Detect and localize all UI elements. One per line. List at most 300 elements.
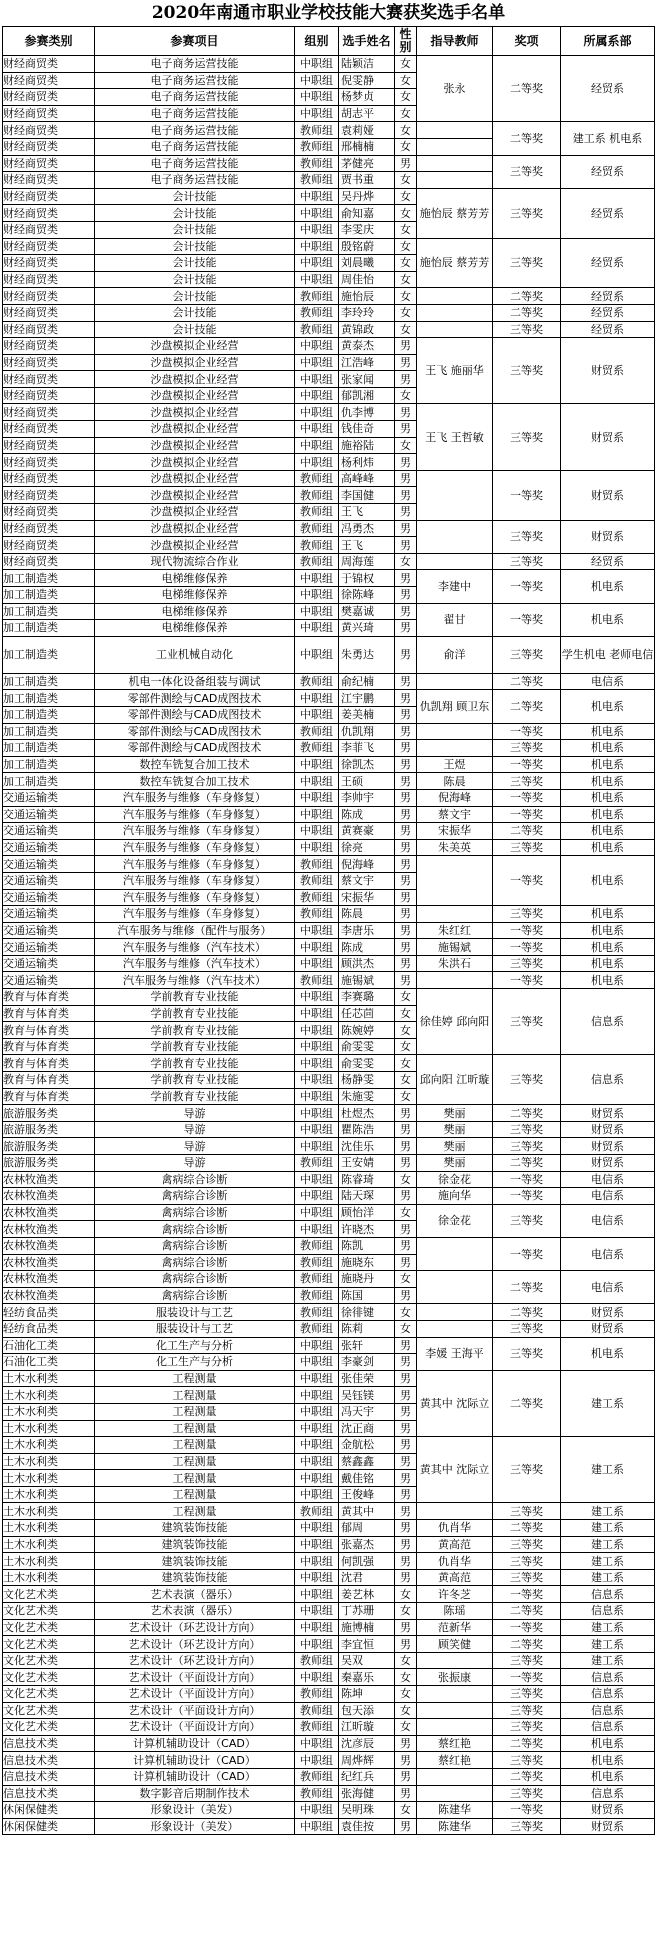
group-cell: 中职组: [295, 1072, 339, 1089]
project-cell: 禽病综合诊断: [95, 1188, 295, 1205]
project-cell: 工程测量: [95, 1503, 295, 1520]
group-cell: 教师组: [295, 520, 339, 537]
group-cell: 教师组: [295, 906, 339, 923]
department-cell: 经贸系: [561, 321, 655, 338]
project-cell: 会计技能: [95, 271, 295, 288]
group-cell: 教师组: [295, 1254, 339, 1271]
group-cell: 教师组: [295, 723, 339, 740]
category-cell: 财经商贸类: [3, 138, 95, 155]
category-cell: 教育与体育类: [3, 1072, 95, 1089]
project-cell: 汽车服务与维修（车身修复）: [95, 872, 295, 889]
table-row: [3, 1437, 655, 1454]
group-cell: 中职组: [295, 690, 339, 707]
category-cell: 信息技术类: [3, 1752, 95, 1769]
name-cell: 李帅宇: [339, 789, 395, 806]
department-cell: 经贸系: [561, 288, 655, 305]
gender-cell: 男: [395, 1520, 417, 1537]
teacher-cell: 许冬芝: [417, 1586, 493, 1603]
name-cell: 王飞: [339, 504, 395, 521]
group-cell: 教师组: [295, 1702, 339, 1719]
teacher-cell: 朱美英: [417, 839, 493, 856]
gender-cell: 女: [395, 1171, 417, 1188]
category-cell: 石油化工类: [3, 1337, 95, 1354]
award-cell: 二等奖: [493, 823, 561, 840]
project-cell: 沙盘模拟企业经营: [95, 504, 295, 521]
group-cell: 中职组: [295, 387, 339, 404]
teacher-cell: [417, 1719, 493, 1736]
department-cell: 机电系: [561, 603, 655, 636]
table-row: [3, 723, 655, 740]
group-cell: 中职组: [295, 1055, 339, 1072]
project-cell: 电子商务运营技能: [95, 105, 295, 122]
award-cell: 三等奖: [493, 989, 561, 1055]
table-row: [3, 304, 655, 321]
name-cell: 周海莲: [339, 553, 395, 570]
gender-cell: 男: [395, 155, 417, 172]
group-cell: 教师组: [295, 1237, 339, 1254]
gender-cell: 女: [395, 138, 417, 155]
project-cell: 工程测量: [95, 1470, 295, 1487]
group-cell: 教师组: [295, 1155, 339, 1172]
category-cell: 土木水利类: [3, 1387, 95, 1404]
group-cell: 中职组: [295, 706, 339, 723]
table-row: [3, 470, 655, 487]
project-cell: 学前教育专业技能: [95, 1038, 295, 1055]
department-cell: 建工系: [561, 1619, 655, 1636]
project-cell: 工程测量: [95, 1486, 295, 1503]
group-cell: 教师组: [295, 740, 339, 757]
table-row: [3, 570, 655, 587]
department-cell: 财贸系: [561, 404, 655, 470]
name-cell: 刘晨曦: [339, 255, 395, 272]
teacher-cell: [417, 122, 493, 139]
table-row: [3, 690, 655, 707]
group-cell: 教师组: [295, 1719, 339, 1736]
gender-cell: 男: [395, 1486, 417, 1503]
teacher-cell: 陈建华: [417, 1818, 493, 1835]
award-cell: 二等奖: [493, 1636, 561, 1653]
teacher-cell: 施怡辰 蔡芳芳: [417, 188, 493, 238]
table-row: [3, 1785, 655, 1802]
gender-cell: 男: [395, 404, 417, 421]
project-cell: 艺术表演（器乐）: [95, 1586, 295, 1603]
gender-cell: 男: [395, 371, 417, 388]
teacher-cell: 张永: [417, 56, 493, 122]
name-cell: 宋振华: [339, 889, 395, 906]
project-cell: 电子商务运营技能: [95, 72, 295, 89]
project-cell: 电梯维修保养: [95, 620, 295, 637]
name-cell: 陆颖洁: [339, 56, 395, 73]
category-cell: 加工制造类: [3, 620, 95, 637]
gender-cell: 男: [395, 1138, 417, 1155]
name-cell: 袁莉娅: [339, 122, 395, 139]
group-cell: 中职组: [295, 636, 339, 673]
name-cell: 张家闻: [339, 371, 395, 388]
category-cell: 财经商贸类: [3, 321, 95, 338]
name-cell: 李雯庆: [339, 221, 395, 238]
teacher-cell: 黄高范: [417, 1536, 493, 1553]
name-cell: 李菲飞: [339, 740, 395, 757]
project-cell: 导游: [95, 1155, 295, 1172]
award-cell: 三等奖: [493, 1752, 561, 1769]
gender-cell: 男: [395, 889, 417, 906]
group-cell: 教师组: [295, 138, 339, 155]
category-cell: 土木水利类: [3, 1536, 95, 1553]
project-cell: 零部件测绘与CAD成图技术: [95, 740, 295, 757]
name-cell: 顾怡洋: [339, 1204, 395, 1221]
project-cell: 形象设计（美发）: [95, 1802, 295, 1819]
group-cell: 中职组: [295, 255, 339, 272]
award-cell: 三等奖: [493, 1055, 561, 1105]
table-row: [3, 856, 655, 873]
department-cell: 机电系: [561, 856, 655, 906]
project-cell: 禽病综合诊断: [95, 1171, 295, 1188]
group-cell: 教师组: [295, 1686, 339, 1703]
name-cell: 俞知嘉: [339, 205, 395, 222]
group-cell: 中职组: [295, 570, 339, 587]
name-cell: 陈国: [339, 1287, 395, 1304]
table-row: [3, 1603, 655, 1620]
gender-cell: 男: [395, 636, 417, 673]
project-cell: 会计技能: [95, 255, 295, 272]
name-cell: 吴丹烨: [339, 188, 395, 205]
category-cell: 财经商贸类: [3, 338, 95, 355]
group-cell: 教师组: [295, 889, 339, 906]
name-cell: 蔡文宇: [339, 872, 395, 889]
project-cell: 工程测量: [95, 1387, 295, 1404]
teacher-cell: 樊丽: [417, 1105, 493, 1122]
gender-cell: 男: [395, 470, 417, 487]
name-cell: 戴佳铭: [339, 1470, 395, 1487]
category-cell: 教育与体育类: [3, 1088, 95, 1105]
award-cell: 二等奖: [493, 304, 561, 321]
category-cell: 财经商贸类: [3, 271, 95, 288]
gender-cell: 女: [395, 122, 417, 139]
project-cell: 禽病综合诊断: [95, 1271, 295, 1288]
gender-cell: 男: [395, 1536, 417, 1553]
project-cell: 艺术设计（平面设计方向）: [95, 1719, 295, 1736]
table-row: [3, 1536, 655, 1553]
name-cell: 金航松: [339, 1437, 395, 1454]
group-cell: 教师组: [295, 856, 339, 873]
table-row: [3, 1652, 655, 1669]
teacher-cell: 李媛 王海平: [417, 1337, 493, 1370]
gender-cell: 男: [395, 620, 417, 637]
award-cell: 二等奖: [493, 1768, 561, 1785]
department-cell: 机电系: [561, 690, 655, 723]
gender-cell: 男: [395, 603, 417, 620]
department-cell: 机电系: [561, 823, 655, 840]
table-row: [3, 1686, 655, 1703]
project-cell: 数字影音后期制作技术: [95, 1785, 295, 1802]
department-cell: 信息系: [561, 1586, 655, 1603]
name-cell: 施博楠: [339, 1619, 395, 1636]
project-cell: 电子商务运营技能: [95, 122, 295, 139]
teacher-cell: [417, 1702, 493, 1719]
project-cell: 导游: [95, 1105, 295, 1122]
teacher-cell: 翟甘: [417, 603, 493, 636]
header-col-category: 参赛类别: [3, 27, 95, 56]
category-cell: 教育与体育类: [3, 1038, 95, 1055]
project-cell: 汽车服务与维修（车身修复）: [95, 839, 295, 856]
award-cell: 三等奖: [493, 636, 561, 673]
award-cell: 一等奖: [493, 1237, 561, 1270]
gender-cell: 男: [395, 872, 417, 889]
table-row: [3, 520, 655, 537]
project-cell: 计算机辅助设计（CAD）: [95, 1752, 295, 1769]
teacher-cell: 徐金花: [417, 1204, 493, 1237]
department-cell: 财贸系: [561, 1155, 655, 1172]
category-cell: 交通运输类: [3, 906, 95, 923]
gender-cell: 女: [395, 1652, 417, 1669]
category-cell: 交通运输类: [3, 823, 95, 840]
gender-cell: 男: [395, 1121, 417, 1138]
table-row: [3, 773, 655, 790]
department-cell: 建工系: [561, 1370, 655, 1436]
name-cell: 王俊峰: [339, 1486, 395, 1503]
gender-cell: 男: [395, 1735, 417, 1752]
group-cell: 中职组: [295, 221, 339, 238]
name-cell: 施裕陆: [339, 437, 395, 454]
award-cell: 一等奖: [493, 756, 561, 773]
category-cell: 加工制造类: [3, 636, 95, 673]
category-cell: 财经商贸类: [3, 404, 95, 421]
table-row: [3, 972, 655, 989]
name-cell: 任芯茴: [339, 1005, 395, 1022]
gender-cell: 男: [395, 740, 417, 757]
gender-cell: 男: [395, 1188, 417, 1205]
award-cell: 三等奖: [493, 1503, 561, 1520]
name-cell: 王安婧: [339, 1155, 395, 1172]
category-cell: 交通运输类: [3, 955, 95, 972]
department-cell: 财贸系: [561, 1802, 655, 1819]
category-cell: 交通运输类: [3, 789, 95, 806]
gender-cell: 男: [395, 773, 417, 790]
gender-cell: 男: [395, 673, 417, 690]
name-cell: 于锦权: [339, 570, 395, 587]
teacher-cell: 陈建华: [417, 1802, 493, 1819]
department-cell: 建工系: [561, 1553, 655, 1570]
gender-cell: 男: [395, 1254, 417, 1271]
gender-cell: 男: [395, 338, 417, 355]
group-cell: 中职组: [295, 1005, 339, 1022]
table-row: [3, 1204, 655, 1221]
department-cell: 信息系: [561, 1785, 655, 1802]
name-cell: 江昕璇: [339, 1719, 395, 1736]
gender-cell: 男: [395, 1553, 417, 1570]
category-cell: 农林牧渔类: [3, 1171, 95, 1188]
name-cell: 顾洪杰: [339, 955, 395, 972]
gender-cell: 女: [395, 1686, 417, 1703]
gender-cell: 男: [395, 1337, 417, 1354]
teacher-cell: 黄高范: [417, 1569, 493, 1586]
gender-cell: 女: [395, 172, 417, 189]
name-cell: 殷铭蔚: [339, 238, 395, 255]
name-cell: 周佳怡: [339, 271, 395, 288]
gender-cell: 男: [395, 1221, 417, 1238]
gender-cell: 男: [395, 1105, 417, 1122]
gender-cell: 男: [395, 756, 417, 773]
group-cell: 中职组: [295, 89, 339, 106]
award-cell: 三等奖: [493, 1702, 561, 1719]
name-cell: 冯勇杰: [339, 520, 395, 537]
department-cell: 机电系: [561, 939, 655, 956]
award-cell: 一等奖: [493, 1171, 561, 1188]
department-cell: 机电系: [561, 955, 655, 972]
name-cell: 沈正商: [339, 1420, 395, 1437]
header-col-group: 组别: [295, 27, 339, 56]
project-cell: 建筑装饰技能: [95, 1553, 295, 1570]
gender-cell: 女: [395, 1088, 417, 1105]
teacher-cell: 陈瑶: [417, 1603, 493, 1620]
gender-cell: 男: [395, 1354, 417, 1371]
group-cell: 教师组: [295, 155, 339, 172]
project-cell: 禽病综合诊断: [95, 1254, 295, 1271]
gender-cell: 男: [395, 1752, 417, 1769]
teacher-cell: [417, 470, 493, 520]
name-cell: 周烨辉: [339, 1752, 395, 1769]
category-cell: 旅游服务类: [3, 1138, 95, 1155]
category-cell: 交通运输类: [3, 872, 95, 889]
group-cell: 中职组: [295, 454, 339, 471]
group-cell: 中职组: [295, 437, 339, 454]
project-cell: 机电一体化设备组装与调试: [95, 673, 295, 690]
project-cell: 工程测量: [95, 1453, 295, 1470]
group-cell: 中职组: [295, 922, 339, 939]
group-cell: 教师组: [295, 872, 339, 889]
name-cell: 黄锦政: [339, 321, 395, 338]
name-cell: 许晓杰: [339, 1221, 395, 1238]
category-cell: 农林牧渔类: [3, 1204, 95, 1221]
gender-cell: 男: [395, 806, 417, 823]
teacher-cell: [417, 1304, 493, 1321]
project-cell: 建筑装饰技能: [95, 1569, 295, 1586]
group-cell: 中职组: [295, 789, 339, 806]
teacher-cell: 蔡红艳: [417, 1735, 493, 1752]
gender-cell: 女: [395, 1719, 417, 1736]
teacher-cell: [417, 1652, 493, 1669]
table-row: [3, 238, 655, 255]
table-row: [3, 1171, 655, 1188]
name-cell: 倪海峰: [339, 856, 395, 873]
department-cell: 电信系: [561, 1188, 655, 1205]
project-cell: 沙盘模拟企业经营: [95, 520, 295, 537]
group-cell: 中职组: [295, 371, 339, 388]
name-cell: 樊嘉诚: [339, 603, 395, 620]
table-row: [3, 1619, 655, 1636]
category-cell: 教育与体育类: [3, 989, 95, 1006]
name-cell: 高峰峰: [339, 470, 395, 487]
category-cell: 财经商贸类: [3, 454, 95, 471]
award-cell: 一等奖: [493, 1669, 561, 1686]
project-cell: 工程测量: [95, 1437, 295, 1454]
department-cell: 信息系: [561, 1055, 655, 1105]
table-row: [3, 806, 655, 823]
department-cell: 机电系: [561, 922, 655, 939]
name-cell: 郁周: [339, 1520, 395, 1537]
project-cell: 学前教育专业技能: [95, 1072, 295, 1089]
category-cell: 交通运输类: [3, 889, 95, 906]
name-cell: 秦嘉乐: [339, 1669, 395, 1686]
department-cell: 建工系: [561, 1536, 655, 1553]
award-cell: 二等奖: [493, 1271, 561, 1304]
department-cell: 信息系: [561, 1603, 655, 1620]
award-cell: 一等奖: [493, 1619, 561, 1636]
category-cell: 财经商贸类: [3, 504, 95, 521]
name-cell: 李国健: [339, 487, 395, 504]
award-cell: 三等奖: [493, 1138, 561, 1155]
project-cell: 化工生产与分析: [95, 1354, 295, 1371]
group-cell: 教师组: [295, 504, 339, 521]
project-cell: 零部件测绘与CAD成图技术: [95, 690, 295, 707]
group-cell: 中职组: [295, 1636, 339, 1653]
award-cell: 三等奖: [493, 1785, 561, 1802]
category-cell: 轻纺食品类: [3, 1320, 95, 1337]
teacher-cell: 蔡文宇: [417, 806, 493, 823]
category-cell: 文化艺术类: [3, 1652, 95, 1669]
project-cell: 沙盘模拟企业经营: [95, 387, 295, 404]
teacher-cell: 徐佳婷 邱向阳: [417, 989, 493, 1055]
project-cell: 工程测量: [95, 1420, 295, 1437]
table-row: [3, 939, 655, 956]
name-cell: 陈婉婷: [339, 1022, 395, 1039]
name-cell: 施锡斌: [339, 972, 395, 989]
name-cell: 何凯强: [339, 1553, 395, 1570]
department-cell: 机电系: [561, 789, 655, 806]
teacher-cell: [417, 856, 493, 906]
project-cell: 电梯维修保养: [95, 587, 295, 604]
department-cell: 机电系: [561, 756, 655, 773]
project-cell: 汽车服务与维修（车身修复）: [95, 856, 295, 873]
gender-cell: 男: [395, 1437, 417, 1454]
gender-cell: 男: [395, 939, 417, 956]
table-row: [3, 1121, 655, 1138]
group-cell: 中职组: [295, 806, 339, 823]
gender-cell: 男: [395, 1785, 417, 1802]
department-cell: 机电系: [561, 906, 655, 923]
project-cell: 零部件测绘与CAD成图技术: [95, 706, 295, 723]
category-cell: 财经商贸类: [3, 56, 95, 73]
category-cell: 信息技术类: [3, 1768, 95, 1785]
name-cell: 黄兴琦: [339, 620, 395, 637]
department-cell: 建工系: [561, 1503, 655, 1520]
category-cell: 土木水利类: [3, 1437, 95, 1454]
group-cell: 教师组: [295, 1320, 339, 1337]
group-cell: 教师组: [295, 1503, 339, 1520]
name-cell: 张轩: [339, 1337, 395, 1354]
name-cell: 王飞: [339, 537, 395, 554]
group-cell: 中职组: [295, 1752, 339, 1769]
name-cell: 邢楠楠: [339, 138, 395, 155]
category-cell: 财经商贸类: [3, 304, 95, 321]
department-cell: 电信系: [561, 1271, 655, 1304]
table-row: [3, 839, 655, 856]
teacher-cell: 蔡红艳: [417, 1752, 493, 1769]
table-row: [3, 1553, 655, 1570]
category-cell: 文化艺术类: [3, 1586, 95, 1603]
table-row: [3, 955, 655, 972]
table-row: [3, 922, 655, 939]
category-cell: 财经商贸类: [3, 437, 95, 454]
award-cell: 二等奖: [493, 1304, 561, 1321]
gender-cell: 男: [395, 839, 417, 856]
teacher-cell: 俞洋: [417, 636, 493, 673]
project-cell: 艺术设计（环艺设计方向）: [95, 1619, 295, 1636]
name-cell: 陈坤: [339, 1686, 395, 1703]
department-cell: 经贸系: [561, 304, 655, 321]
project-cell: 沙盘模拟企业经营: [95, 537, 295, 554]
project-cell: 学前教育专业技能: [95, 1088, 295, 1105]
